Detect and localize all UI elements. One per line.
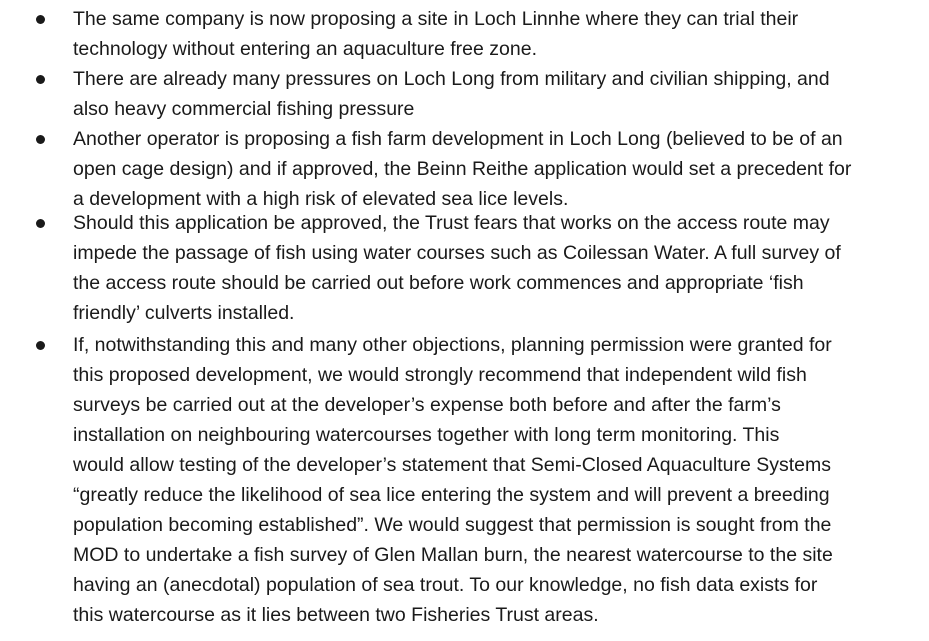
bullet-icon [36, 75, 45, 84]
bullet-icon [36, 135, 45, 144]
bullet-item-text: There are already many pressures on Loch Long from military and civilian shipping, and also heavy commercial fishing pressure [73, 68, 830, 120]
bullet-icon [36, 219, 45, 228]
bullet-icon [36, 15, 45, 24]
bullet-item-text: Another operator is proposing a fish farm development in Loch Long (believed to be of an open cage design) and if approved, the Beinn Reithe application would set a precedent for a development with a high risk of elevated sea lice levels. [73, 128, 852, 210]
bullet-item-text: Should this application be approved, the Trust fears that works on the access route may impede the passage of fish using water courses such as Coilessan Water. A full survey of the access route should be carried out before work commences and appropriate ‘fish friendly’ culverts installed. [73, 212, 841, 324]
bullet-icon [36, 341, 45, 350]
bullet-item-text: The same company is now proposing a site in Loch Linnhe where they can trial their technology without entering an aquaculture free zone. [73, 8, 799, 60]
bullet-item-text: If, notwithstanding this and many other objections, planning permission were granted for this proposed development, we would strongly recommend that independent wild fish surveys be carried out at the developer’s expense both before and after the farm’s installation on neighbouring watercourses together with long term monitoring. This would allow testing of the developer’s statement that Semi-Closed Aquaculture Systems “greatly reduce the likelihood of sea lice entering the system and will prevent a breeding population becoming established”. We would suggest that permission is sought from the MOD to undertake a fish survey of Glen Mallan burn, the nearest watercourse to the site having an (anecdotal) population of sea trout. To our knowledge, no fish data exists for this watercourse as it lies between two Fisheries Trust areas. [73, 334, 833, 626]
